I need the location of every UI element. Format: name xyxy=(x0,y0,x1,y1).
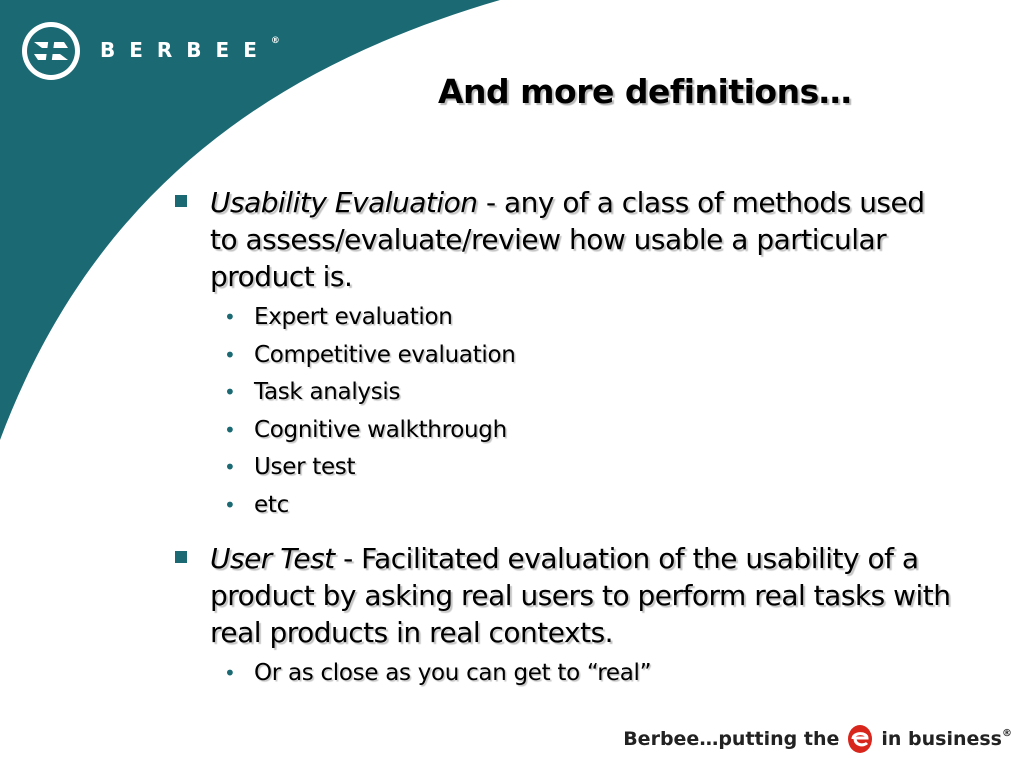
sub-item-text: User test xyxy=(254,454,356,480)
brand-name: BERBEE xyxy=(100,38,271,62)
sub-list xyxy=(210,299,960,524)
bullet-definition: - any of a class of methods used to assess/evaluate/review how usable a particular product is. xyxy=(210,186,925,293)
tagline-before: Berbee…putting the xyxy=(623,728,840,750)
sub-list-item xyxy=(210,374,960,412)
slide-content xyxy=(170,184,960,693)
tagline-registered-mark: ® xyxy=(1002,728,1012,739)
sub-item-text: Expert evaluation xyxy=(254,304,453,330)
sub-item-text: Competitive evaluation xyxy=(254,341,516,368)
dot-bullet-icon: • xyxy=(224,492,236,517)
dot-bullet-icon: • xyxy=(224,661,236,685)
square-bullet-icon xyxy=(175,195,187,207)
dot-bullet-icon: • xyxy=(224,417,236,442)
e-business-icon xyxy=(845,724,875,754)
brand-wordmark xyxy=(100,38,280,62)
sub-list-item xyxy=(210,412,960,450)
bullet-item xyxy=(170,184,960,524)
bullet-text xyxy=(210,184,960,295)
sub-item-text: Task analysis xyxy=(254,379,401,405)
dot-bullet-icon: • xyxy=(224,455,236,479)
sub-item-text: Cognitive walkthrough xyxy=(254,416,507,443)
berbee-logo-icon xyxy=(20,20,82,82)
tagline-after: in business® xyxy=(881,728,1012,750)
sub-list-item xyxy=(210,487,960,525)
bullet-item xyxy=(170,540,960,693)
dot-bullet-icon: • xyxy=(224,380,236,404)
brand-registered-mark: ® xyxy=(270,36,280,46)
sub-list-item xyxy=(210,449,960,487)
bullet-definition: - Facilitated evaluation of the usability of a product by asking real users to perform real tasks with real products in real contexts. xyxy=(210,542,951,649)
slide-title: And more definitions… xyxy=(438,72,852,111)
bullet-text xyxy=(210,540,960,651)
square-bullet-icon xyxy=(175,551,187,563)
sub-item-text: Or as close as you can get to “real” xyxy=(254,660,652,686)
sub-item-text: etc xyxy=(254,491,289,518)
bullet-term: Usability Evaluation xyxy=(210,186,478,219)
dot-bullet-icon: • xyxy=(224,342,236,367)
bullet-term: User Test xyxy=(210,542,335,575)
sub-list xyxy=(210,655,960,693)
sub-list-item xyxy=(210,655,960,693)
footer-tagline xyxy=(623,724,1012,754)
sub-list-item xyxy=(210,299,960,337)
dot-bullet-icon: • xyxy=(224,305,236,329)
sub-list-item xyxy=(210,337,960,375)
